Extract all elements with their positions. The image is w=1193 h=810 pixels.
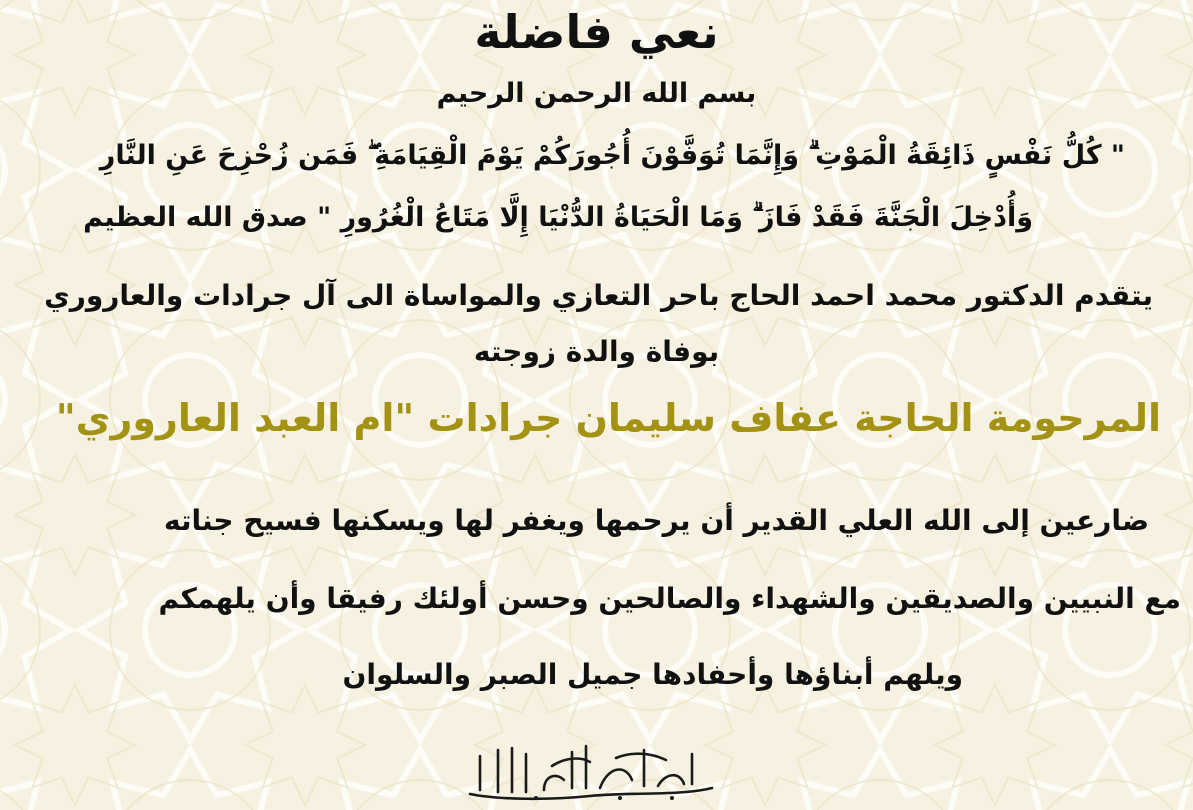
deceased-name: المرحومة الحاجة عفاف سليمان جرادات "ام العبد العاروري" [55, 396, 1161, 440]
notice-title: نعي فاضلة [474, 5, 719, 59]
prayer-line-2: مع النبيين والصديقين والشهداء والصالحين وحسن أولئك رفيقا وأن يلهمكم [158, 582, 1181, 615]
prayer-line-1: ضارعين إلى الله العلي القدير أن يرحمها ويغفر لها ويسكنها فسيح جناته [163, 504, 1149, 537]
quran-verse-line-2: وَأُدْخِلَ الْجَنَّةَ فَقَدْ فَازَ ۗ وَمَا الْحَيَاةُ الدُّنْيَا إِلَّا مَتَاعُ الْغُرُورِ " صدق الله العظيم [83, 202, 1033, 233]
quran-verse-line-1: " كُلُّ نَفْسٍ ذَائِقَةُ الْمَوْتِ ۗ وَإِنَّمَا تُوَفَّوْنَ أُجُورَكُمْ يَوْمَ الْقِيَامَةِ ۖ فَمَن زُحْزِحَ عَنِ النَّارِ [99, 140, 1125, 171]
prayer-line-3: ويلهم أبناؤها وأحفادها جميل الصبر والسلوان [342, 658, 963, 691]
basmala: بسم الله الرحمن الرحيم [436, 78, 757, 109]
calligraphy-logo [440, 736, 740, 806]
condolence-line-1: يتقدم الدكتور محمد احمد الحاج باحر التعازي والمواساة الى آل جرادات والعاروري [44, 279, 1153, 312]
condolence-line-2: بوفاة والدة زوجته [473, 335, 720, 368]
